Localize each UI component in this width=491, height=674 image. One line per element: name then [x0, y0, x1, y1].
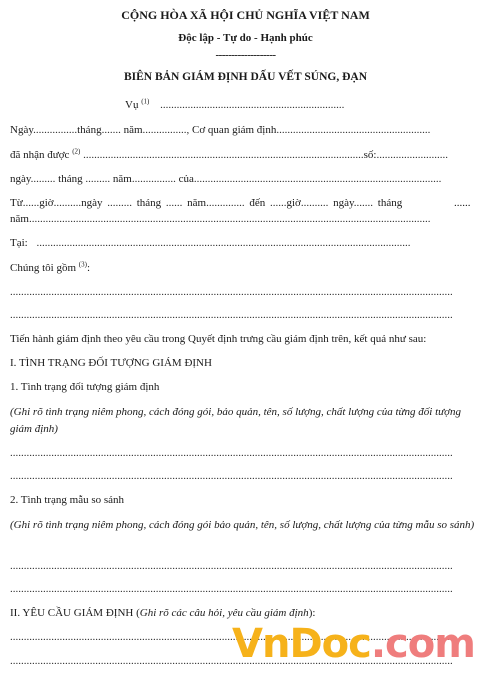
item-2-title: 2. Tình trạng mẫu so sánh: [10, 494, 125, 506]
tu-blank: ......: [22, 197, 40, 209]
blank-line-8: .................................................................................................................................................................: [10, 655, 453, 667]
thang-label: tháng: [77, 124, 102, 136]
logo-part-com: .com: [370, 621, 475, 667]
tu-label: Từ: [10, 197, 23, 209]
section-2-heading: [10, 606, 315, 620]
thang2-label: tháng: [58, 173, 83, 185]
item-2-note: (Ghi rõ tình trạng niêm phong, cách đóng gói bảo quản, tên, số lượng, chất lượng của từng mẫu so sánh): [10, 519, 475, 531]
decision-date-line: [10, 172, 441, 186]
location-line: [10, 236, 476, 250]
gio-label: giờ: [39, 197, 54, 209]
blank-line-5: .................................................................................................................................................................: [10, 560, 453, 572]
logo-part-doc: Doc: [289, 621, 371, 667]
ngay3-blank: .........: [107, 197, 132, 209]
section-2-end: ):: [308, 607, 316, 619]
ngay4-blank: .......: [353, 197, 374, 209]
chungtoi-colon: :: [86, 262, 90, 274]
thang-blank: .......: [101, 124, 121, 136]
gio2-blank: ..........: [300, 197, 329, 209]
tai-label: Tại:: [10, 237, 28, 249]
ngay4-label: ngày: [333, 197, 354, 209]
section-2-label: II. YÊU CẦU GIÁM ĐỊNH (: [10, 607, 140, 619]
footnote-1: (1): [141, 97, 150, 106]
nhan-blank: ......................................................................................................: [83, 149, 364, 161]
cua-label: của: [178, 173, 194, 185]
thang3-label: tháng: [136, 197, 162, 209]
so-blank: ..........................: [376, 149, 448, 161]
members-line: [10, 261, 90, 275]
gio2-label: giờ: [286, 197, 301, 209]
document-title: BIÊN BẢN GIÁM ĐỊNH DẤU VẾT SÚNG, ĐẠN: [123, 71, 368, 83]
nam2-label: năm: [112, 173, 132, 185]
thang2-blank: .........: [85, 173, 111, 185]
ngay-blank: ................: [33, 124, 78, 136]
thang4-label: tháng: [377, 197, 403, 209]
item-1-note: (Ghi rõ tình trạng niêm phong, cách đóng gói, bảo quản, tên, số lượng, chất lượng của từng đối tượng giám định): [10, 406, 462, 435]
year-line: [10, 212, 476, 226]
cua-blank: ..........................................................................................: [193, 173, 442, 185]
logo-part-vn: Vn: [232, 621, 290, 667]
ngay2-label: ngày: [10, 173, 31, 185]
nhan-label: đã nhận được: [10, 149, 70, 161]
coquan-blank: ........................................................: [276, 124, 431, 136]
ngay3-label: ngày: [81, 197, 103, 209]
nam3-blank: ..............: [206, 197, 245, 209]
thang4-blank: ......: [454, 197, 471, 209]
so-label: số:: [363, 149, 377, 161]
blank-line-7: .................................................................................................................................................................: [10, 631, 453, 643]
vu-blank: ...................................................................: [160, 99, 345, 111]
nam4-blank: ..................................................................................................................................................: [28, 213, 431, 225]
country-heading: CỘNG HÒA XÃ HỘI CHỦ NGHĨA VIỆT NAM: [121, 8, 370, 22]
nam3-label: năm: [187, 197, 207, 209]
nam-label: năm: [123, 124, 143, 136]
vndoc-watermark-logo: [232, 620, 491, 668]
blank-line-1: .................................................................................................................................................................: [10, 286, 453, 298]
nam2-blank: ................: [131, 173, 176, 185]
section-2-note: Ghi rõ các câu hỏi, yêu cầu giám định: [139, 607, 309, 619]
received-item-line: [10, 148, 448, 162]
den-blank: ......: [270, 197, 287, 209]
separator: -------------------: [215, 49, 276, 61]
intro-paragraph: Tiến hành giám định theo yêu cầu trong Quyết định trưng cầu giám định trên, kết quả như sau:: [10, 333, 427, 345]
footnote-3: (3): [78, 260, 87, 269]
nam4-label: năm: [10, 213, 29, 225]
vu-line: [125, 98, 344, 112]
blank-line-2: .................................................................................................................................................................: [10, 309, 453, 321]
ngay-label: Ngày: [10, 124, 34, 136]
den-label: đến: [249, 197, 266, 209]
blank-line-6: .................................................................................................................................................................: [10, 583, 453, 595]
time-range-line: [10, 196, 402, 210]
ngay2-blank: .........: [30, 173, 56, 185]
blank-line-3: .................................................................................................................................................................: [10, 447, 453, 459]
gio-blank: ..........: [53, 197, 82, 209]
item-1-title: 1. Tình trạng đối tượng giám định: [10, 381, 160, 393]
section-1-heading: I. TÌNH TRẠNG ĐỐI TƯỢNG GIÁM ĐỊNH: [10, 357, 212, 369]
nam-blank: ................,: [142, 124, 190, 136]
tai-blank: ........................................................................................................................................: [36, 237, 411, 249]
received-date-line: [10, 123, 430, 137]
motto: Độc lập - Tự do - Hạnh phúc: [178, 32, 313, 44]
coquan-label: Cơ quan giám định: [192, 124, 277, 136]
footnote-2: (2): [72, 147, 81, 156]
thang3-blank: ......: [165, 197, 183, 209]
vu-label: Vụ: [125, 99, 139, 111]
blank-line-4: .................................................................................................................................................................: [10, 470, 453, 482]
chungtoi-label: Chúng tôi gồm: [10, 262, 77, 274]
